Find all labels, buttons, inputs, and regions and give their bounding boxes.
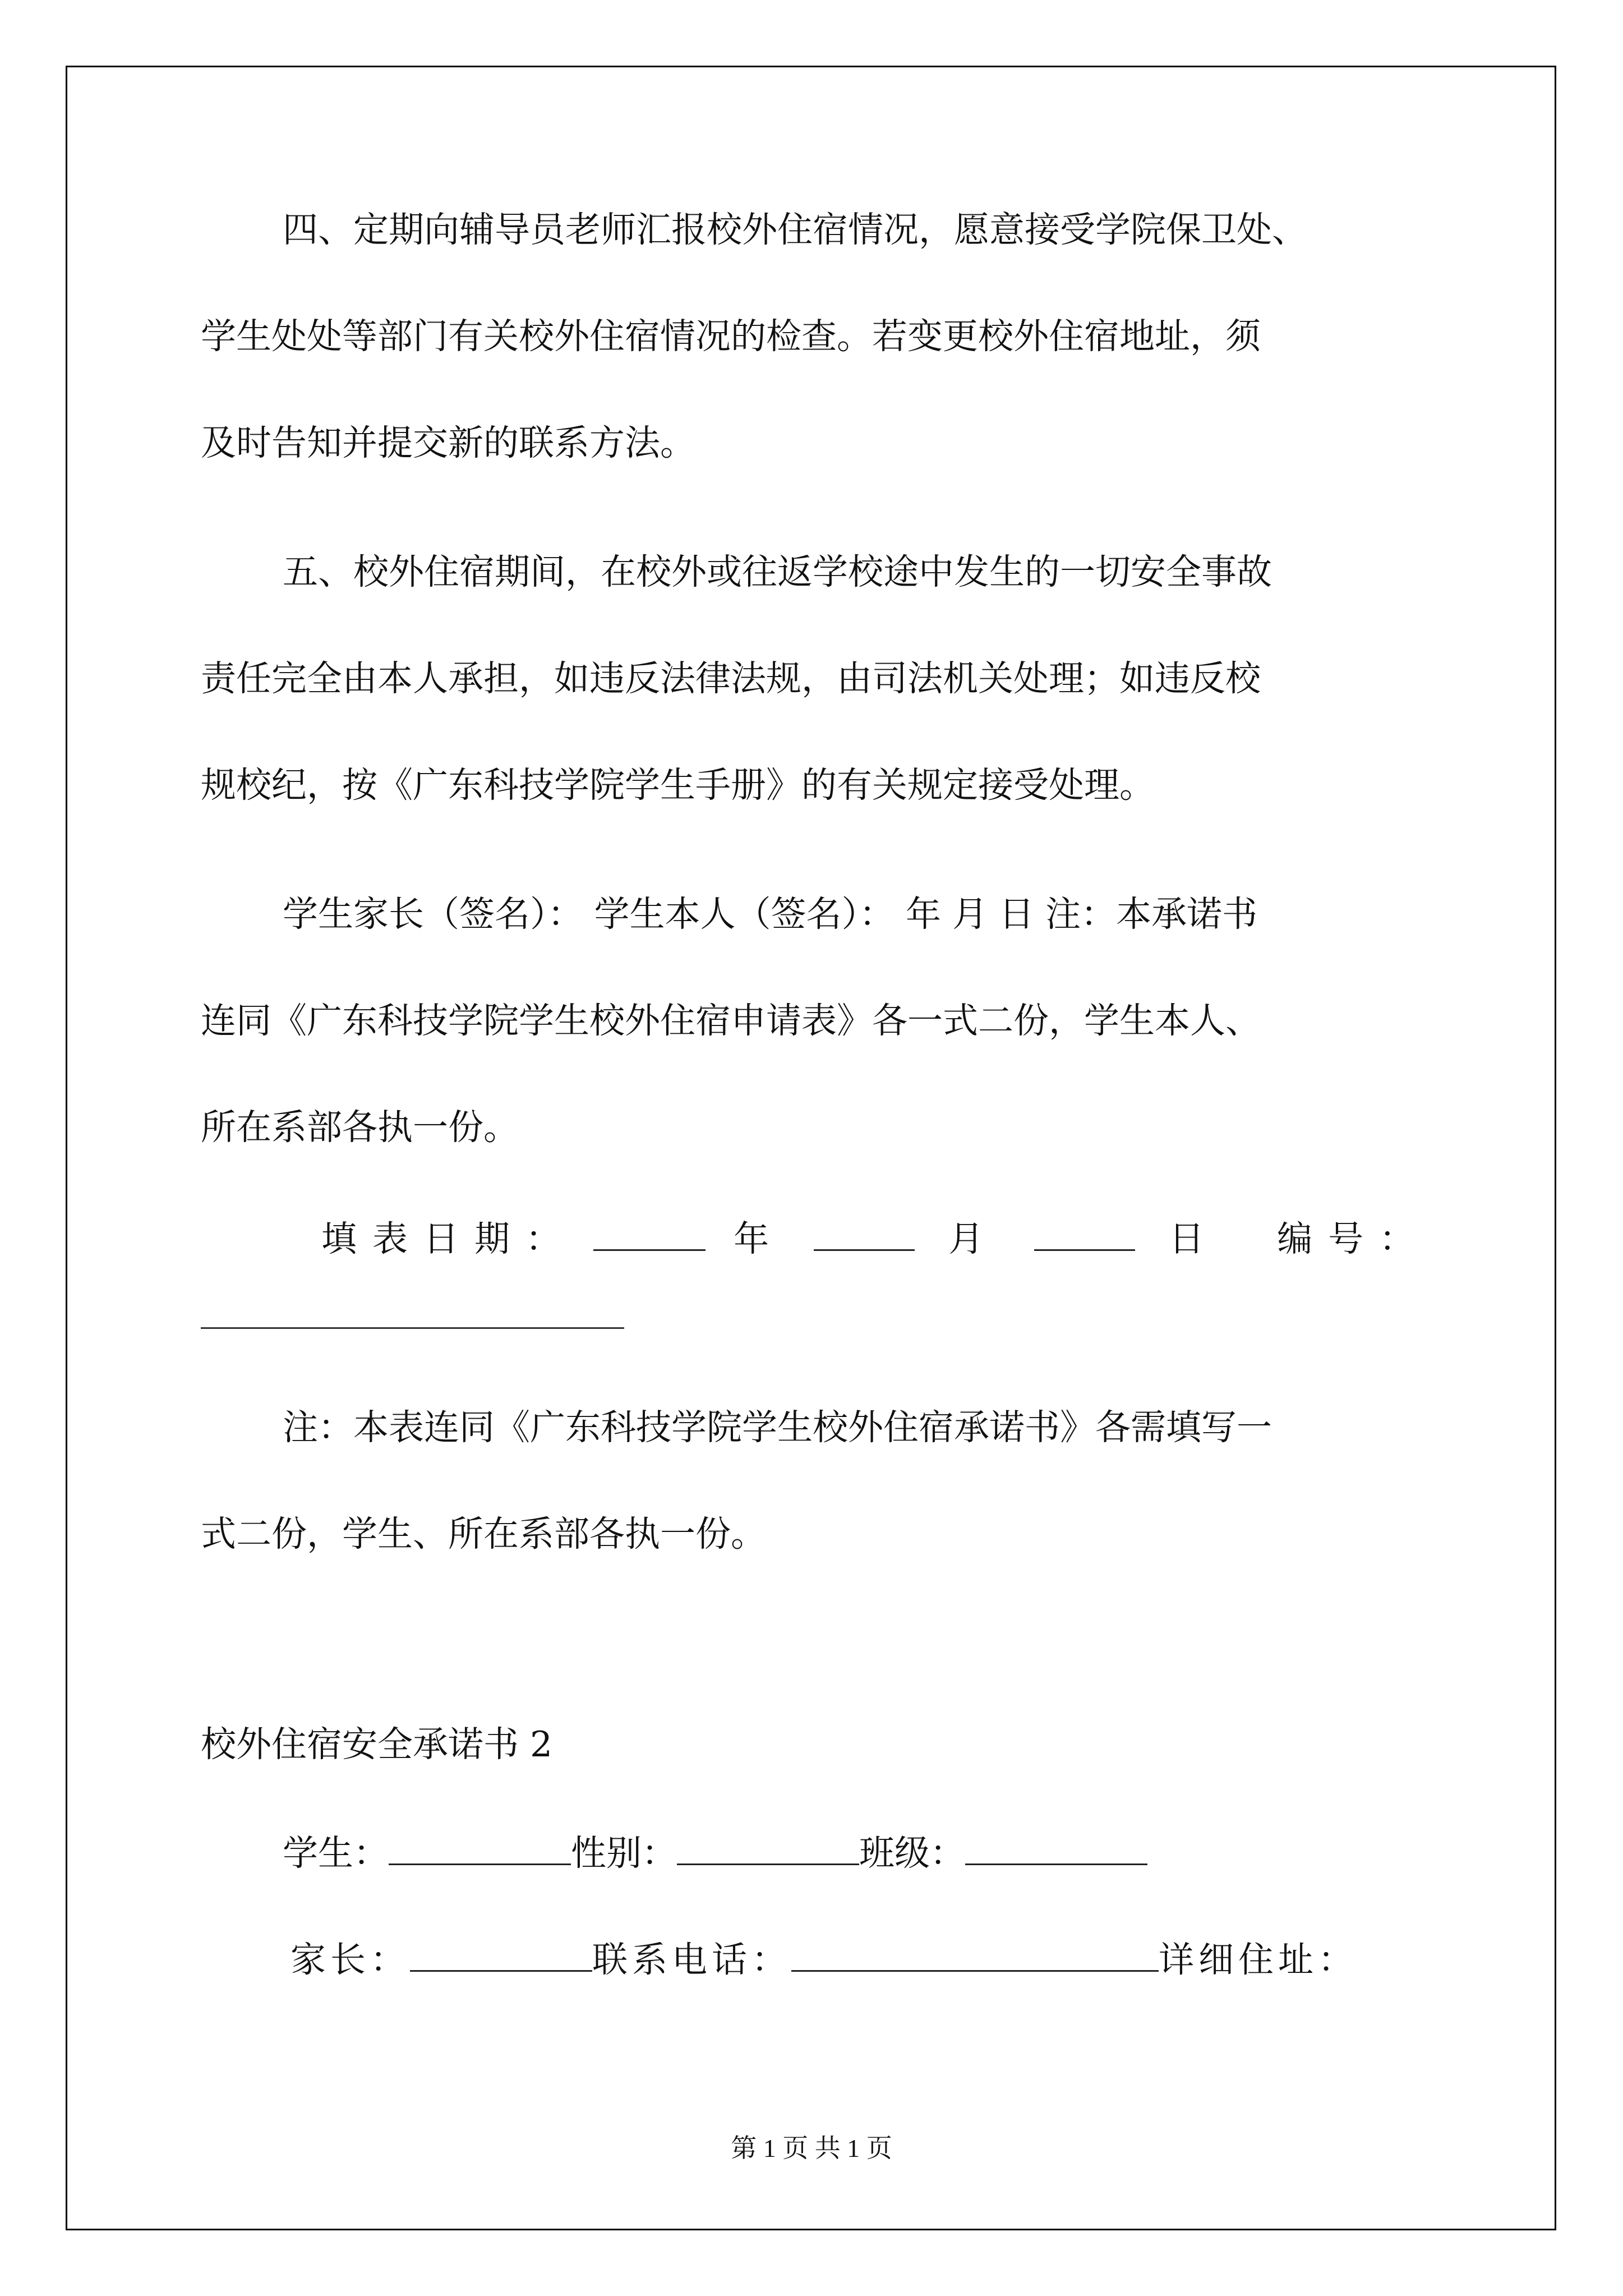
month-blank[interactable]: [814, 1214, 915, 1251]
fill-date-label: 填表日期：: [321, 1218, 577, 1259]
parent-label: 家长：: [291, 1939, 410, 1980]
gender-blank[interactable]: [677, 1829, 859, 1865]
document-body: [201, 0, 1443, 2296]
student-blank[interactable]: [389, 1829, 571, 1865]
address-label: 详细住址：: [1159, 1939, 1358, 1980]
day-blank[interactable]: [1034, 1214, 1135, 1251]
day-label: 日: [1169, 1218, 1205, 1259]
note-line2: 式二份，学生、所在系部各执一份。: [201, 1513, 766, 1554]
number-label: 编号：: [1277, 1218, 1431, 1259]
note-line1: 注：本表连同《广东科技学院学生校外住宿承诺书》各需填写一: [283, 1407, 1272, 1448]
parent-info-row: [291, 1935, 1358, 1980]
section2-title: 校外住宿安全承诺书 2: [201, 1724, 553, 1765]
para5-line1: 五、校外住宿期间，在校外或往返学校途中发生的一切安全事故: [283, 551, 1272, 592]
para5-line3: 规校纪，按《广东科技学院学生手册》的有关规定接受处理。: [201, 765, 1155, 806]
class-blank[interactable]: [965, 1829, 1147, 1865]
phone-blank[interactable]: [791, 1935, 1159, 1972]
para4-line2: 学生处处等部门有关校外住宿情况的检查。若变更校外住宿地址，须: [201, 316, 1261, 357]
fill-date-row: [321, 1214, 1430, 1259]
signature-line1: 学生家长（签名）： 学生本人（签名）： 年 月 日 注：本承诺书: [283, 894, 1258, 935]
number-blank-rule[interactable]: [201, 1327, 624, 1329]
month-label: 月: [948, 1218, 984, 1259]
para4-line3: 及时告知并提交新的联系方法。: [201, 422, 695, 463]
signature-line3: 所在系部各执一份。: [201, 1107, 519, 1148]
year-label: 年: [734, 1218, 769, 1259]
para5-line2: 责任完全由本人承担，如违反法律法规，由司法机关处理；如违反校: [201, 658, 1261, 699]
phone-label: 联系电话：: [592, 1939, 791, 1980]
student-info-row: [283, 1829, 1147, 1874]
signature-line2: 连同《广东科技学院学生校外住宿申请表》各一式二份，学生本人、: [201, 1000, 1261, 1041]
parent-blank[interactable]: [410, 1935, 592, 1972]
page-footer: 第 1 页 共 1 页: [731, 2134, 892, 2162]
student-label: 学生：: [283, 1833, 389, 1874]
para4-line1: 四、定期向辅导员老师汇报校外住宿情况，愿意接受学院保卫处、: [283, 209, 1307, 250]
year-blank[interactable]: [593, 1214, 706, 1251]
gender-label: 性别：: [571, 1833, 677, 1874]
class-label: 班级：: [859, 1833, 965, 1874]
